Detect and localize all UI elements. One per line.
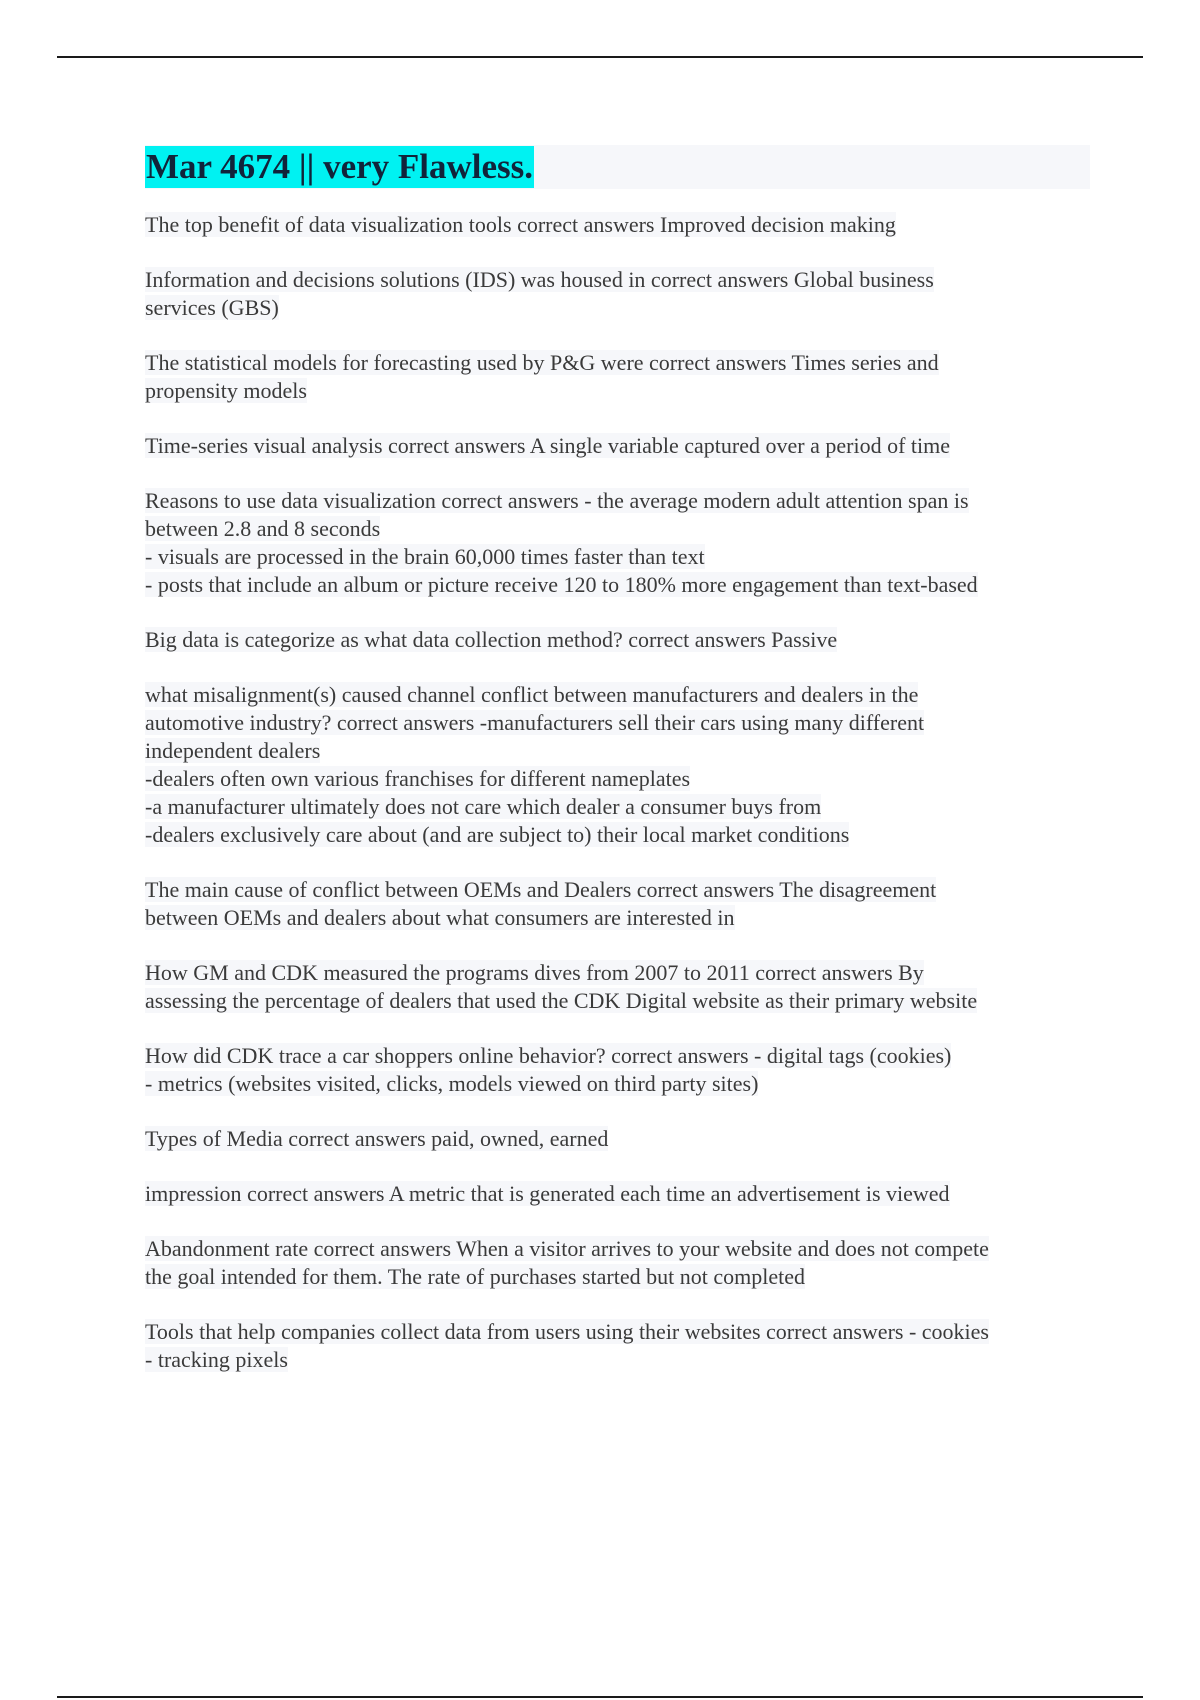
- qa-line: [145, 1125, 1090, 1153]
- qa-item: [145, 266, 1090, 322]
- qa-line: [145, 626, 1090, 654]
- qa-line-text: automotive industry? correct answers -manufacturers sell their cars using many different: [145, 710, 925, 735]
- qa-line: [145, 765, 1090, 793]
- qa-list: [145, 211, 1090, 1374]
- qa-item: [145, 876, 1090, 932]
- qa-item: [145, 959, 1090, 1015]
- qa-line-text: - posts that include an album or picture receive 120 to 180% more engagement than text-based: [145, 572, 978, 597]
- qa-item: [145, 1235, 1090, 1291]
- document-title: Mar 4674 || very Flawless.: [146, 147, 534, 186]
- qa-line-text: The top benefit of data visualization tools correct answers Improved decision making: [145, 212, 896, 237]
- qa-line: [145, 709, 1090, 737]
- top-rule: [57, 56, 1143, 58]
- qa-line-text: - tracking pixels: [145, 1347, 288, 1372]
- qa-line: [145, 1346, 1090, 1374]
- qa-item: [145, 1042, 1090, 1098]
- qa-line: [145, 349, 1090, 377]
- qa-line: [145, 987, 1090, 1015]
- qa-line: [145, 1235, 1090, 1263]
- qa-line: [145, 1263, 1090, 1291]
- qa-line: [145, 211, 1090, 239]
- qa-line-text: How GM and CDK measured the programs dives from 2007 to 2011 correct answers By: [145, 960, 924, 985]
- qa-line-text: between 2.8 and 8 seconds: [145, 516, 381, 541]
- qa-line: [145, 487, 1090, 515]
- qa-line: [145, 266, 1090, 294]
- qa-line-text: The main cause of conflict between OEMs and Dealers correct answers The disagreement: [145, 877, 937, 902]
- qa-line-text: Types of Media correct answers paid, owned, earned: [145, 1126, 609, 1151]
- qa-line: [145, 377, 1090, 405]
- qa-line-text: The statistical models for forecasting used by P&G were correct answers Times series and: [145, 350, 939, 375]
- qa-line-text: Reasons to use data visualization correct answers - the average modern adult attention span is: [145, 488, 969, 513]
- qa-item: [145, 626, 1090, 654]
- qa-line-text: Time-series visual analysis correct answers A single variable captured over a period of time: [145, 433, 950, 458]
- qa-line: [145, 793, 1090, 821]
- qa-item: [145, 211, 1090, 239]
- qa-line-text: How did CDK trace a car shoppers online behavior? correct answers - digital tags (cookies): [145, 1043, 952, 1068]
- qa-item: [145, 487, 1090, 599]
- qa-line-text: Big data is categorize as what data collection method? correct answers Passive: [145, 627, 838, 652]
- bottom-rule: [57, 1696, 1143, 1698]
- qa-line: [145, 432, 1090, 460]
- qa-line-text: - metrics (websites visited, clicks, models viewed on third party sites): [145, 1071, 759, 1096]
- qa-line-text: -dealers often own various franchises for different nameplates: [145, 766, 691, 791]
- qa-line-text: what misalignment(s) caused channel conflict between manufacturers and dealers in the: [145, 682, 919, 707]
- qa-line: [145, 515, 1090, 543]
- qa-line-text: - visuals are processed in the brain 60,000 times faster than text: [145, 544, 705, 569]
- qa-line: [145, 959, 1090, 987]
- qa-line-text: assessing the percentage of dealers that used the CDK Digital website as their primary website: [145, 988, 978, 1013]
- qa-line-text: Information and decisions solutions (IDS) was housed in correct answers Global business: [145, 267, 934, 292]
- qa-line-text: Abandonment rate correct answers When a visitor arrives to your website and does not compete: [145, 1236, 989, 1261]
- qa-line: [145, 904, 1090, 932]
- title-band: [145, 145, 1090, 189]
- qa-line: [145, 1042, 1090, 1070]
- qa-line: [145, 294, 1090, 322]
- qa-line-text: services (GBS): [145, 295, 279, 320]
- qa-line-text: impression correct answers A metric that is generated each time an advertisement is viewed: [145, 1181, 950, 1206]
- qa-line: [145, 681, 1090, 709]
- qa-line-text: the goal intended for them. The rate of purchases started but not completed: [145, 1264, 805, 1289]
- qa-line-text: Tools that help companies collect data from users using their websites correct answers - cookies: [145, 1319, 989, 1344]
- qa-item: [145, 1180, 1090, 1208]
- document-body: [145, 145, 1090, 1401]
- qa-line: [145, 876, 1090, 904]
- qa-line-text: -dealers exclusively care about (and are subject to) their local market conditions: [145, 822, 850, 847]
- qa-line: [145, 543, 1090, 571]
- qa-item: [145, 1125, 1090, 1153]
- qa-line-text: independent dealers: [145, 738, 321, 763]
- qa-item: [145, 681, 1090, 849]
- qa-item: [145, 349, 1090, 405]
- qa-line: [145, 571, 1090, 599]
- qa-line: [145, 1070, 1090, 1098]
- qa-line-text: between OEMs and dealers about what consumers are interested in: [145, 905, 735, 930]
- qa-line: [145, 737, 1090, 765]
- qa-line: [145, 1180, 1090, 1208]
- qa-line-text: propensity models: [145, 378, 307, 403]
- qa-item: [145, 432, 1090, 460]
- qa-item: [145, 1318, 1090, 1374]
- qa-line-text: -a manufacturer ultimately does not care which dealer a consumer buys from: [145, 794, 822, 819]
- qa-line: [145, 821, 1090, 849]
- qa-line: [145, 1318, 1090, 1346]
